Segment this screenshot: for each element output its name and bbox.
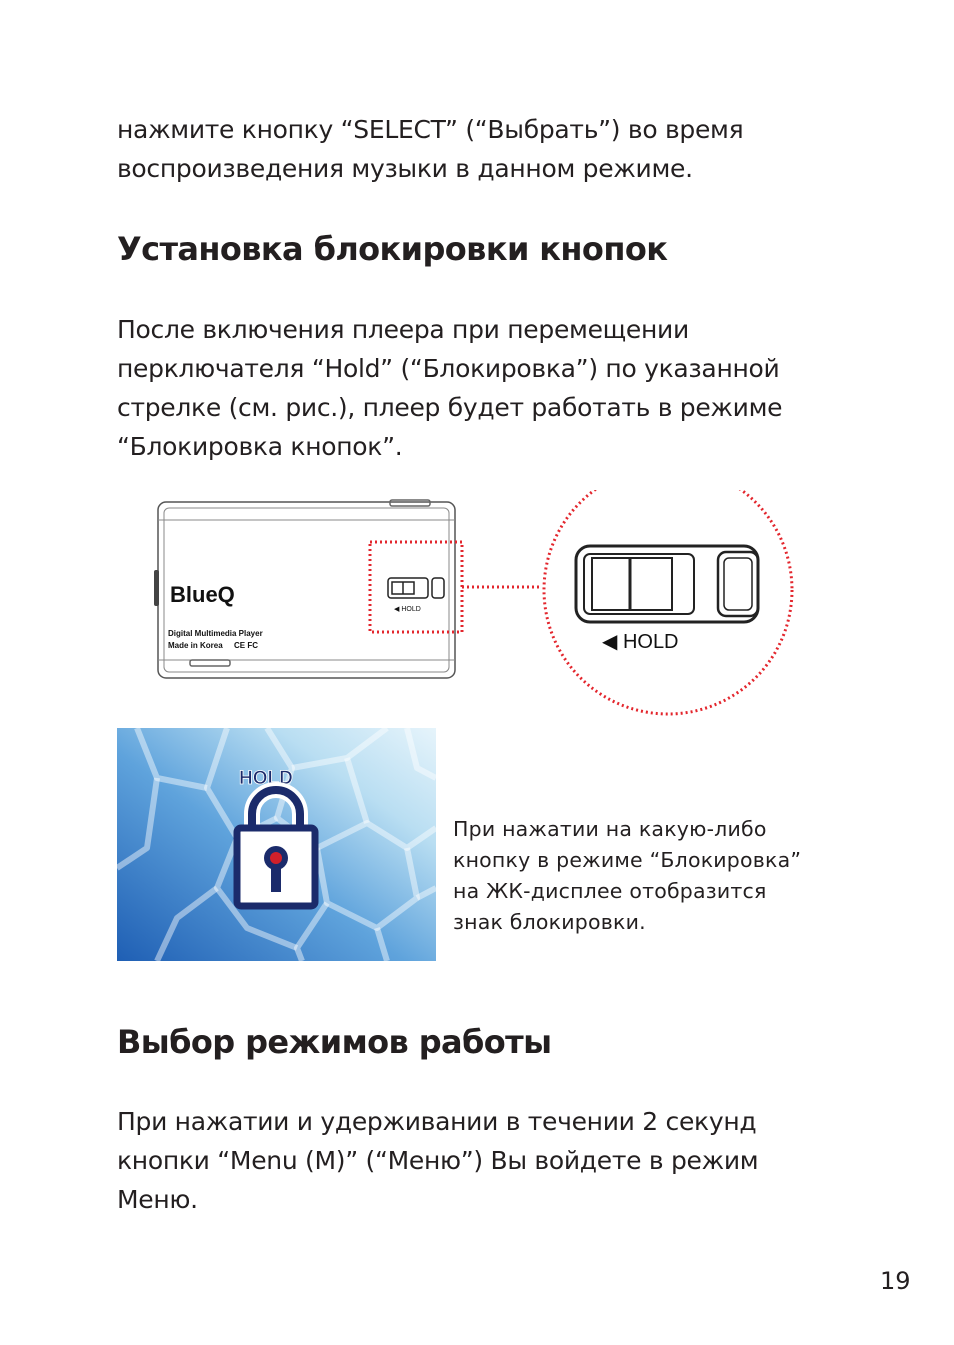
hold-switch-zoomed [576, 546, 758, 622]
lcd-hold-text: HOLD [239, 768, 293, 789]
hold-switch-small [388, 578, 444, 598]
lcd-lock-screen-illustration [117, 728, 436, 961]
section-body-modes: При нажатии и удерживании в течении 2 секунд кнопки “Menu (M)” (“Меню”) Вы войдете в режим Меню. [117, 1107, 759, 1214]
device-label-line2: Made in Korea [168, 641, 223, 650]
section-body-button-lock: После включения плеера при перемещении перключателя “Hold” (“Блокировка”) по указанной стрелке (см. рис.), плеер будет работать в режиме “Блокировка кнопок”. [117, 315, 783, 461]
intro-text: нажмите кнопку “SELECT” (“Выбрать”) во время воспроизведения музыки в данном режиме. [117, 115, 744, 183]
hold-highlight-box [370, 542, 462, 632]
device-hold-switch-illustration [150, 490, 810, 720]
hold-label-zoomed: ◀ HOLD [602, 631, 679, 653]
device-brand: BlueQ [170, 582, 235, 607]
section-heading-modes: Выбор режимов работы [117, 1023, 552, 1061]
lcd-caption: При нажатии на какую-либо кнопку в режиме “Блокировка” на ЖК-дисплее отобразится знак блокировки. [453, 817, 802, 934]
zoom-circle [544, 490, 792, 714]
section-heading-button-lock: Установка блокировки кнопок [117, 230, 668, 268]
device-cert-marks: CE FC [234, 641, 258, 650]
hold-label-small: ◀ HOLD [394, 606, 421, 613]
device-label-line1: Digital Multimedia Player [168, 629, 263, 638]
page-number: 19 [880, 1267, 911, 1295]
